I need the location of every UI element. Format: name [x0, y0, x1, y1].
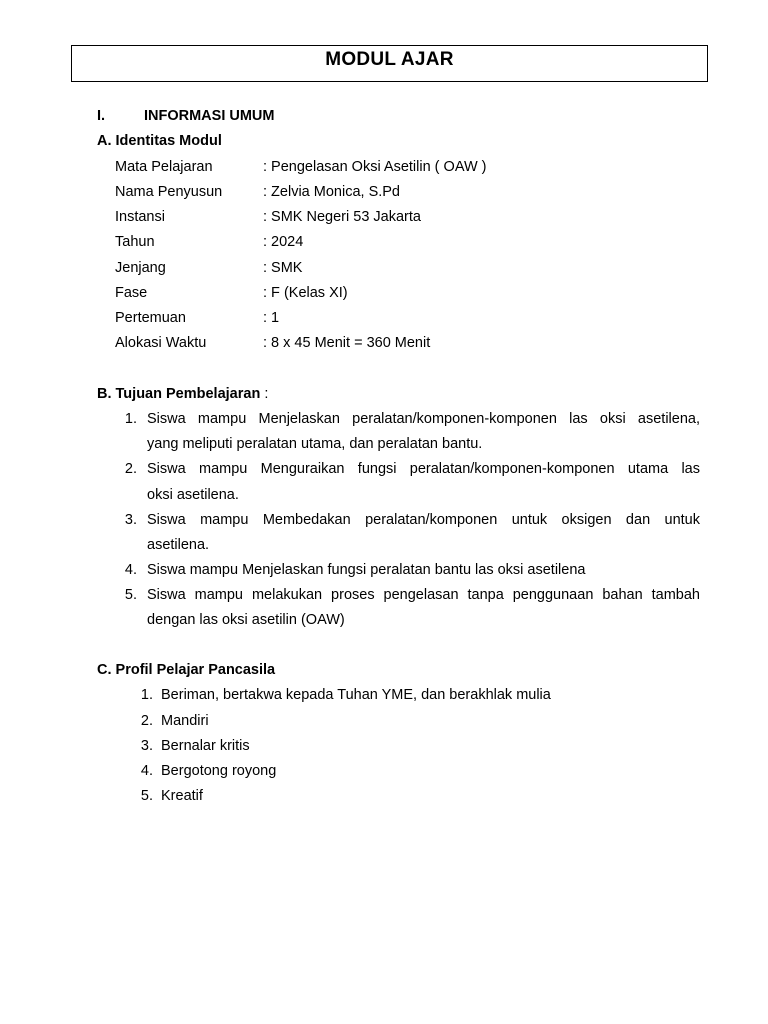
list-item-line: dengan las oksi asetilin (OAW)	[147, 612, 345, 628]
identity-label: Nama Penyusun	[115, 184, 223, 200]
list-number: 4.	[140, 763, 153, 779]
identity-value: : SMK Negeri 53 Jakarta	[263, 209, 421, 225]
list-item: Bernalar kritis	[161, 738, 250, 754]
list-number: 4.	[124, 562, 137, 578]
section-number: I.	[97, 108, 106, 124]
identity-label: Pertemuan	[115, 310, 186, 326]
identity-label: Instansi	[115, 209, 165, 225]
section-heading: INFORMASI UMUM	[144, 108, 275, 124]
list-item-line: yang meliputi peralatan utama, dan peralatan bantu.	[147, 436, 483, 452]
identity-label: Tahun	[115, 234, 155, 250]
identity-label: Fase	[115, 285, 148, 301]
identity-label: Mata Pelajaran	[115, 159, 213, 175]
list-item-line: oksi asetilena.	[147, 487, 239, 503]
list-item-line: Siswa mampu Menjelaskan fungsi peralatan bantu las oksi asetilena	[147, 562, 586, 578]
list-number: 5.	[124, 587, 137, 603]
identity-value: : 1	[263, 310, 280, 326]
identity-value: : 2024	[263, 234, 304, 250]
list-number: 1.	[140, 687, 153, 703]
list-item-line: Siswa mampu melakukan proses pengelasan tanpa penggunaan bahan tambah	[147, 587, 700, 603]
list-number: 3.	[140, 738, 153, 754]
list-item: Bergotong royong	[161, 763, 277, 779]
list-number: 1.	[124, 411, 137, 427]
identity-label: Jenjang	[115, 260, 166, 276]
list-item: Kreatif	[161, 788, 203, 804]
section-c-heading: C. Profil Pelajar Pancasila	[97, 662, 276, 678]
list-number: 5.	[140, 788, 153, 804]
list-number: 2.	[140, 713, 153, 729]
identity-value: : Pengelasan Oksi Asetilin ( OAW )	[263, 159, 487, 175]
list-number: 2.	[124, 461, 137, 477]
list-item-line: Siswa mampu Membedakan peralatan/komponen untuk oksigen dan untuk	[147, 512, 700, 528]
section-b-heading: B. Tujuan Pembelajaran	[97, 386, 261, 402]
list-item-line: Siswa mampu Menjelaskan peralatan/komponen-komponen las oksi asetilena,	[147, 411, 700, 427]
document-title: MODUL AJAR	[325, 49, 454, 70]
title-box	[71, 45, 708, 82]
list-item: Mandiri	[161, 713, 209, 729]
identity-value: : 8 x 45 Menit = 360 Menit	[263, 335, 431, 351]
identity-label: Alokasi Waktu	[115, 335, 207, 351]
section-b-heading-line	[97, 385, 268, 403]
section-b-heading-colon: :	[260, 386, 269, 402]
identity-value: : F (Kelas XI)	[263, 285, 348, 301]
identity-value: : SMK	[263, 260, 303, 276]
list-item-line: Siswa mampu Menguraikan fungsi peralatan/komponen-komponen utama las	[147, 461, 700, 477]
list-item-line: asetilena.	[147, 537, 210, 553]
section-a-heading: A. Identitas Modul	[97, 133, 222, 149]
list-item: Beriman, bertakwa kepada Tuhan YME, dan berakhlak mulia	[161, 687, 551, 703]
list-number: 3.	[124, 512, 137, 528]
identity-value: : Zelvia Monica, S.Pd	[263, 184, 400, 200]
